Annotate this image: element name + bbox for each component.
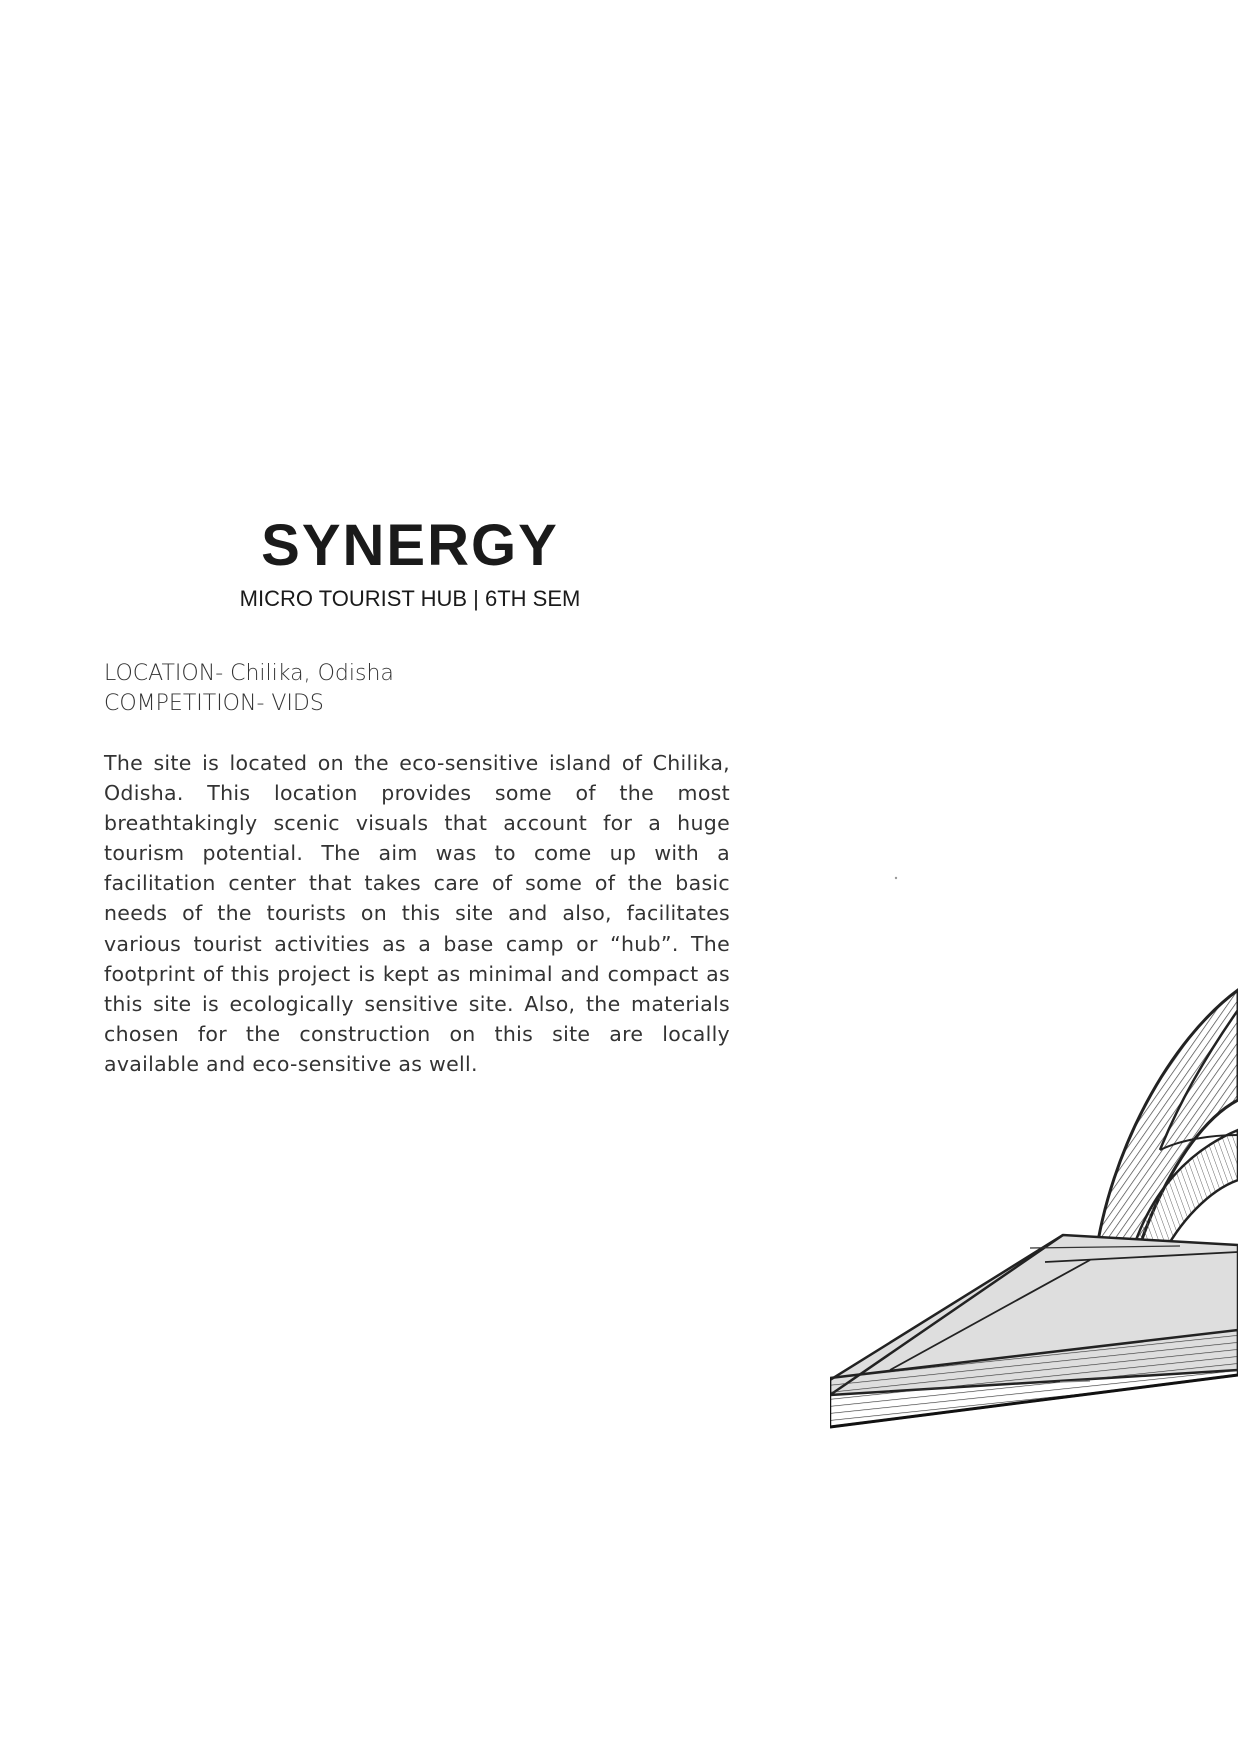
architectural-sketch	[830, 850, 1238, 1450]
project-description: The site is located on the eco-sensitive island of Chilika, Odisha. This location provides some of the most breathtakingly scenic visuals that account for a huge tourism potential. The aim was to come up with a facilitation center that takes care of some of the basic needs of the tourists on this site and also, facilitates various tourist activities as a base camp or “hub”. The footprint of this project is kept as minimal and compact as this site is ecologically sensitive site. Also, the materials chosen for the construction on this site are locally available and eco-sensitive as well.	[104, 751, 730, 1076]
competition-text: COMPETITION- VIDS	[104, 691, 324, 716]
page-title: SYNERGY	[261, 513, 559, 578]
page-subtitle: MICRO TOURIST HUB | 6TH SEM	[239, 586, 581, 611]
location-text: LOCATION- Chilika, Odisha	[104, 661, 394, 686]
project-meta	[104, 659, 394, 719]
